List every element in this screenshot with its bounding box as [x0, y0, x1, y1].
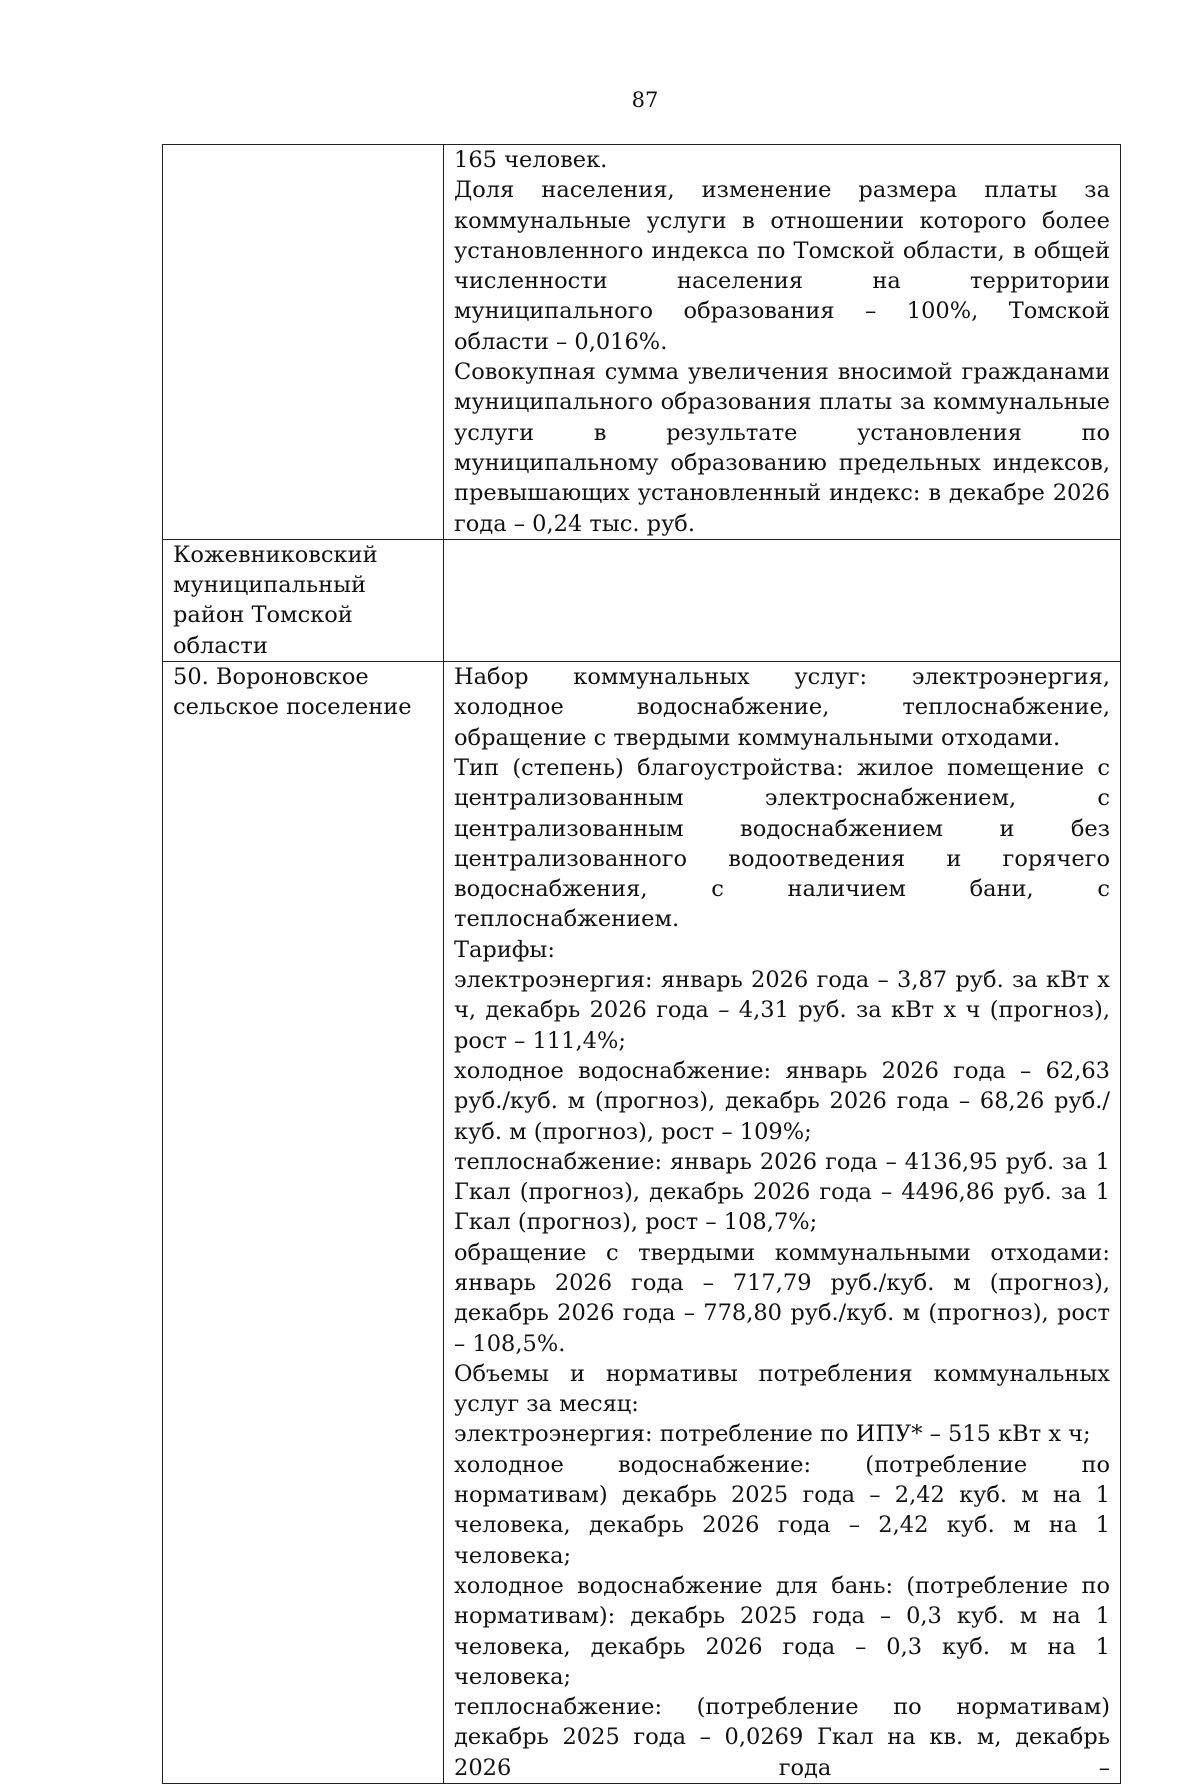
table-row	[163, 145, 1121, 540]
paragraph: Тип (степень) благоустройства: жилое помещение с централизованным электроснабжением, с централизованным водоснабжением и без централизованного водоотведения и горячего водоснабжения, с наличием бани, с теплоснабжением.	[454, 754, 1110, 933]
table-cell-description	[444, 145, 1121, 540]
table-row	[163, 539, 1121, 661]
paragraph: Совокупная сумма увеличения вносимой гражданами муниципального образования платы за коммунальные услуги в результате установления по муниципальному образованию предельных индексов, превышающих установленный индекс: в декабре 2026 года – 0,24 тыс. руб.	[454, 359, 1110, 537]
paragraph: холодное водоснабжение: (потребление по нормативам) декабрь 2025 года – 2,42 куб. м на 1 человека, декабрь 2026 года – 2,42 куб. м на 1 человека;	[454, 1451, 1110, 1569]
paragraph: Доля населения, изменение размера платы за коммунальные услуги в отношении которого более установленного индекса по Томской области, в общей численности населения на территории муниципального образования – 100%, Томской области – 0,016%.	[454, 177, 1110, 355]
paragraph: электроэнергия: потребление по ИПУ* – 515 кВт х ч;	[454, 1421, 1091, 1448]
table-cell-description	[444, 539, 1121, 661]
table-cell-description	[444, 662, 1121, 1784]
table-cell-settlement: 50. Вороновское сельское поселение	[163, 662, 444, 1784]
table-cell-municipality	[163, 145, 444, 540]
table-row	[163, 662, 1121, 1784]
paragraph: холодное водоснабжение: январь 2026 года – 62,63 руб./куб. м (прогноз), декабрь 2026 года – 68,26 руб./куб. м (прогноз), рост – 109%;	[454, 1057, 1110, 1145]
paragraph: обращение с твердыми коммунальными отходами: январь 2026 года – 717,79 руб./куб. м (прогноз), декабрь 2026 года – 778,80 руб./куб. м (прогноз), рост – 108,5%.	[454, 1239, 1110, 1357]
paragraph: холодное водоснабжение для бань: (потребление по нормативам): декабрь 2025 года – 0,3 куб. м на 1 человека, декабрь 2026 года – 0,3 куб. м на 1 человека;	[454, 1572, 1110, 1690]
page-number: 87	[631, 88, 659, 112]
paragraph: теплоснабжение: январь 2026 года – 4136,95 руб. за 1 Гкал (прогноз), декабрь 2026 года – 4496,86 руб. за 1 Гкал (прогноз), рост – 108,7%;	[454, 1148, 1110, 1236]
document-table	[162, 144, 1121, 1784]
table-cell-district: Кожевниковский муниципальный район Томской области	[163, 539, 444, 661]
paragraph: Объемы и нормативы потребления коммунальных услуг за месяц:	[454, 1360, 1110, 1418]
paragraph: Набор коммунальных услуг: электроэнергия, холодное водоснабжение, теплоснабжение, обращение с твердыми коммунальными отходами.	[454, 664, 1110, 751]
paragraph: теплоснабжение: (потребление по нормативам) декабрь 2025 года – 0,0269 Гкал на кв. м, декабрь 2026 года –	[454, 1694, 1110, 1781]
paragraph: Тарифы:	[454, 936, 555, 963]
paragraph: электроэнергия: январь 2026 года – 3,87 руб. за кВт х ч, декабрь 2026 года – 4,31 руб. за кВт х ч (прогноз), рост – 111,4%;	[454, 967, 1110, 1054]
paragraph: 165 человек.	[454, 147, 608, 173]
